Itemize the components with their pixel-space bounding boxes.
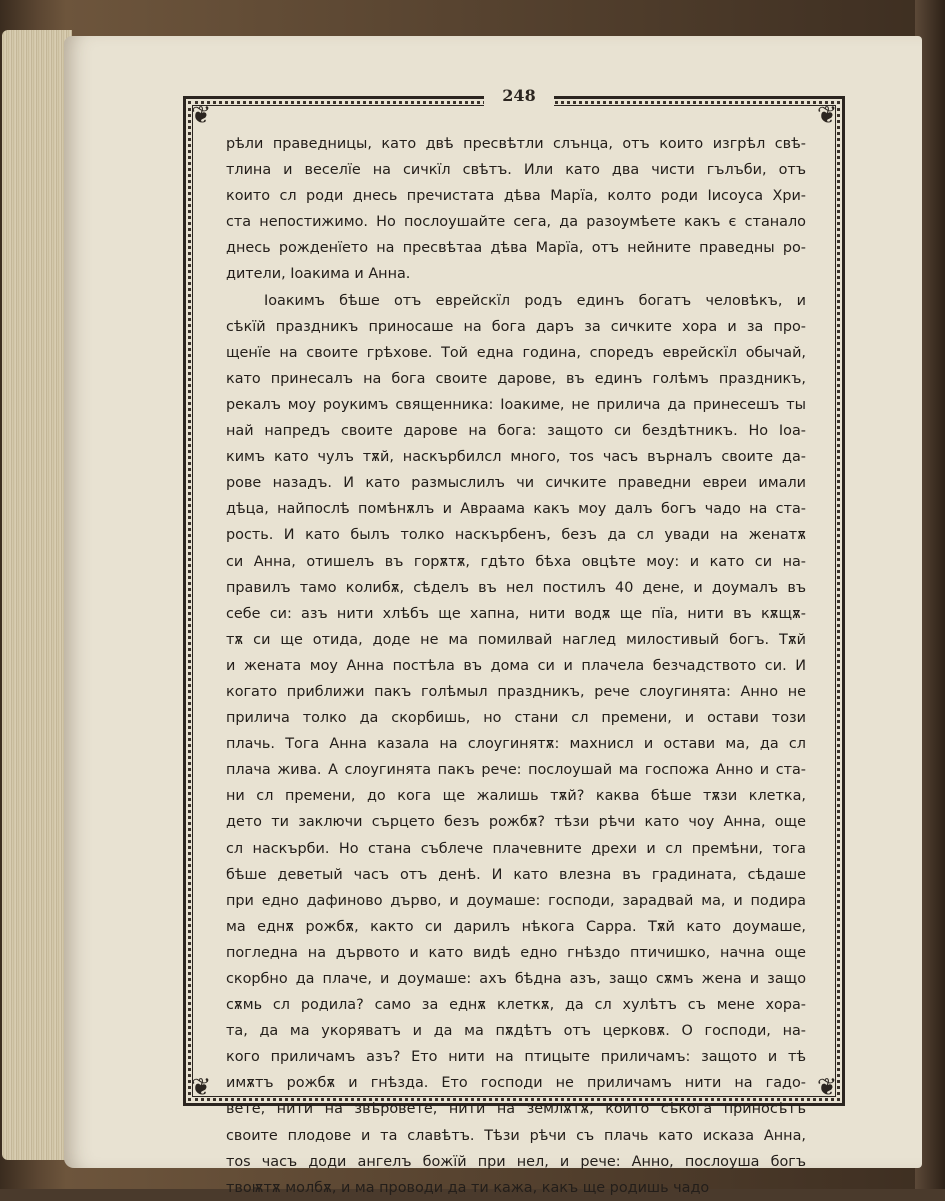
text-line: та, да ма укоряватъ и да ма пѫдѣтъ отъ церковѫ. О господи, на- (226, 1023, 806, 1040)
text-line: при едно дафиново дърво, и доумаше: господи, зарадвай ма, и подира (226, 892, 806, 909)
corner-ornament-bottom-right: ❦ (816, 1073, 838, 1101)
text-line: плача жива. А слоугинята пакъ рече: послоушай ма госпожа Анно и ста- (226, 762, 806, 779)
text-line: своите плодове и та славѣтъ. Тѣзи рѣчи съ плачь като исказа Анна, (226, 1127, 806, 1144)
text-line: ма еднѫ рожбѫ, както си дарилъ нѣкога Сарра. Тѫй като доумаше, (226, 918, 806, 935)
page-number: 248 (484, 82, 554, 110)
text-line: кого приличамъ азъ? Ето нити на птицыте приличамъ: защото и тѣ (226, 1049, 806, 1066)
text-line: вете, нити на звѣровете, нити на землѫтѫ, които сѣкога приносѣтъ (226, 1101, 806, 1118)
text-line: погледна на дървото и като видѣ едно гнѣздо птичишко, начна още (226, 944, 806, 961)
text-line: дето ти заключи сърцето безъ рожбѫ? тѣзи рѣчи като чоу Анна, още (226, 814, 806, 831)
text-line: днесь рожденїето на пресвѣтаа дѣва Марїа, отъ нейните праведны ро- (226, 240, 806, 257)
text-line: ни сл премени, до кога ще жалишь тѫй? каква бѣше тѫзи клетка, (226, 788, 806, 805)
text-line: твоѭтѫ молбѫ, и ма проводи да ти кажа, какъ ще родишь чадо (226, 1179, 710, 1196)
text-line: ста непостижимо. Но послоушайте сега, да разоумѣете какъ є станало (226, 214, 806, 231)
corner-ornament-bottom-left: ❦ (190, 1073, 212, 1101)
text-line: рекалъ моу роукимъ священника: Iоакиме, не прилича да принесешъ ты (226, 396, 806, 413)
text-line: и жената моу Анна постѣла въ дома си и плачела безчадството си. И (226, 657, 806, 674)
text-line: сѣкїй праздникъ приносаше на бога даръ за сичките хора и за про- (226, 318, 806, 335)
text-line: най напредъ своите дарове на бога: защото си бездѣтникъ. Но Iоа- (226, 423, 806, 440)
text-line: когато приближи пакъ голѣмыл праздникъ, рече слоугинята: Анно не (226, 683, 806, 700)
body-text (226, 131, 806, 1201)
text-line: които сл роди днесь пречистата дѣва Марїа, колто роди Iисоуса Хри- (226, 188, 806, 205)
book-page-edges (2, 30, 72, 1160)
text-line: тоѕ часъ доди ангелъ божїй при нел, и рече: Анно, послоуша богъ (226, 1153, 806, 1170)
text-line: щенїе на своите грѣхове. Той една година, споредъ еврейскїл обычай, (226, 344, 806, 361)
text-line: прилича толко да скорбишь, но стани сл премени, и остави този (226, 710, 806, 727)
text-line: кимъ като чулъ тѫй, наскърбилсл много, тоѕ часъ върналъ своите да- (226, 449, 806, 466)
text-line: правилъ тамо колибѫ, сѣделъ въ нел постилъ 40 дене, и доумалъ въ (226, 579, 806, 596)
text-line: плачь. Тога Анна казала на слоугинятѫ: махнисл и остави ма, да сл (226, 736, 806, 753)
text-line: тѫ си ще отида, доде не ма помилвай наглед милостивый богъ. Тѫй (226, 631, 806, 648)
corner-ornament-top-left: ❦ (190, 101, 212, 129)
corner-ornament-top-right: ❦ (816, 101, 838, 129)
text-line: бѣше деветый часъ отъ денѣ. И като влезна въ градината, сѣдаше (226, 866, 806, 883)
text-line: имѫтъ рожбѫ и гнѣзда. Ето господи не приличамъ нити на гадо- (226, 1075, 806, 1092)
text-line: рѣли праведницы, като двѣ пресвѣтли слънца, отъ които изгрѣл свѣ- (226, 136, 806, 152)
text-line: като принесалъ на бога своите дарове, въ единъ голѣмъ праздникъ, (226, 370, 806, 387)
text-line: сл наскърби. Но стана съблече плачевните дрехи и сл премѣни, тога (226, 840, 806, 857)
text-line: дѣца, найпослѣ помѣнѫлъ и Авраама какъ моу далъ богъ чадо на ста- (226, 501, 806, 518)
text-line: Iоакимъ бѣше отъ еврейскїл родъ единъ богатъ человѣкъ, и (264, 292, 806, 309)
text-line: себе си: азъ нити хлѣбъ ще хапна, нити водѫ ще пїа, нити въ кѫщѫ- (226, 605, 806, 622)
text-line: тлина и веселїе на сичкїл свѣтъ. Или като два чисти гълъби, отъ (226, 162, 806, 179)
text-line: си Анна, отишелъ въ горѫтѫ, гдѣто бѣха овцѣте моу: и като си на- (226, 553, 806, 570)
text-line: скорбно да плаче, и доумаше: ахъ бѣдна азъ, защо сѫмъ жена и защо (226, 971, 806, 987)
text-line: рове назадъ. И като размыслилъ чи сичките праведни евреи имали (226, 475, 806, 492)
text-line: рость. И като былъ толко наскърбенъ, безъ да сл увади на женатѫ (226, 527, 806, 544)
text-line: дители, Iоакима и Анна. (226, 266, 411, 283)
text-line: сѫмь сл родила? само за еднѫ клеткѫ, да сл хулѣтъ съ мене хора- (226, 997, 806, 1014)
